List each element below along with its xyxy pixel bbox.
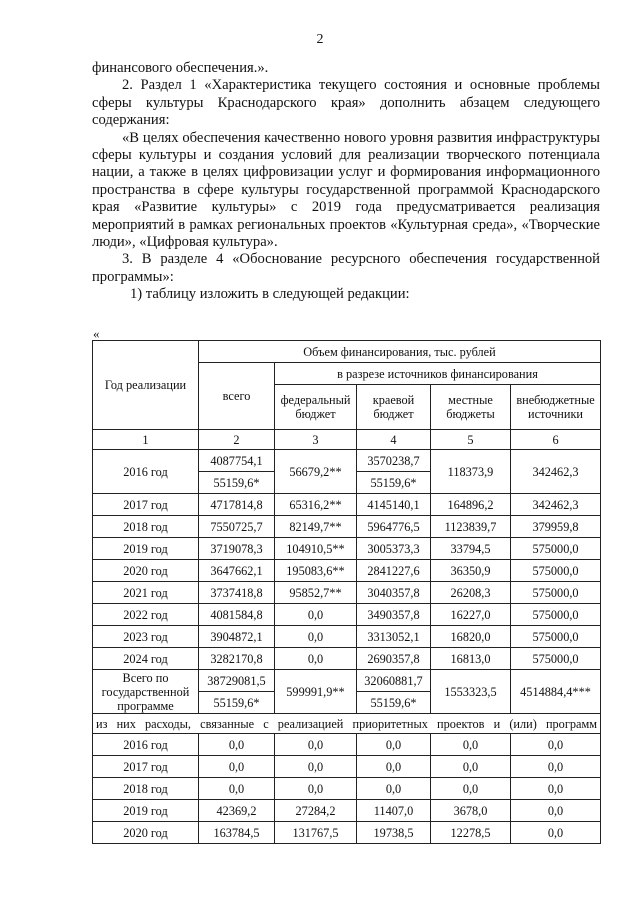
paragraph-ending: финансового обеспечения.».	[92, 60, 269, 76]
cell-regional: 5964776,5	[357, 516, 431, 538]
cell-local: 16813,0	[431, 648, 511, 670]
paragraph-quote: «В целях обеспечения качественно нового уровня развития инфраструктуры сферы культуры и создания условий для реализации творческого потенциала нации, а также в целях цифровизации услуг и формирования информационного пространства в сфере культуры государственной программой Краснодарского края «Развитие культуры» с 2019 года предусматривается реализация мероприятий в рамках региональных проектов «Культурная среда», «Творческие люди», «Цифровая культура».	[92, 129, 600, 251]
total-row-local: 1553323,5	[431, 670, 511, 714]
cell-regional: 2841227,6	[357, 560, 431, 582]
total-row-federal: 599991,9**	[275, 670, 357, 714]
priority-row	[93, 800, 601, 822]
cell-extra: 575000,0	[511, 538, 601, 560]
priority-row	[93, 734, 601, 756]
cell-local: 0,0	[431, 756, 511, 778]
cell-federal: 56679,2**	[275, 450, 357, 494]
cell-local: 16227,0	[431, 604, 511, 626]
table-row	[93, 538, 601, 560]
col-number: 1	[93, 430, 199, 450]
cell-extra: 0,0	[511, 734, 601, 756]
cell-total: 3904872,1	[199, 626, 275, 648]
table-row	[93, 626, 601, 648]
cell-local: 1123839,7	[431, 516, 511, 538]
cell-regional: 3005373,3	[357, 538, 431, 560]
cell-federal: 0,0	[275, 626, 357, 648]
cell-year: 2020 год	[93, 822, 199, 844]
cell-local: 3678,0	[431, 800, 511, 822]
cell-year: 2021 год	[93, 582, 199, 604]
table-row	[93, 560, 601, 582]
header-federal: федеральный бюджет	[275, 385, 357, 430]
cell-year: 2022 год	[93, 604, 199, 626]
cell-federal: 0,0	[275, 648, 357, 670]
cell-federal: 104910,5**	[275, 538, 357, 560]
cell-regional: 2690357,8	[357, 648, 431, 670]
cell-regional: 3490357,8	[357, 604, 431, 626]
total-row-total: 38729081,5	[199, 670, 275, 692]
cell-total-note: 55159,6*	[199, 472, 275, 494]
cell-local: 36350,9	[431, 560, 511, 582]
cell-total: 0,0	[199, 734, 275, 756]
cell-regional: 4145140,1	[357, 494, 431, 516]
table-row	[93, 648, 601, 670]
cell-year: 2020 год	[93, 560, 199, 582]
total-row-label: Всего по государственной программе	[93, 670, 199, 714]
cell-federal: 0,0	[275, 778, 357, 800]
cell-extra: 575000,0	[511, 626, 601, 648]
priority-row	[93, 778, 601, 800]
cell-regional: 19738,5	[357, 822, 431, 844]
cell-regional-note: 55159,6*	[357, 472, 431, 494]
header-total: всего	[199, 363, 275, 430]
cell-regional: 0,0	[357, 756, 431, 778]
cell-federal: 195083,6**	[275, 560, 357, 582]
cell-total: 0,0	[199, 756, 275, 778]
table-row	[93, 494, 601, 516]
cell-year: 2017 год	[93, 494, 199, 516]
header-extra: внебюджетные источники	[511, 385, 601, 430]
cell-local: 0,0	[431, 734, 511, 756]
cell-year: 2018 год	[93, 516, 199, 538]
cell-total: 7550725,7	[199, 516, 275, 538]
cell-regional: 11407,0	[357, 800, 431, 822]
priority-row	[93, 822, 601, 844]
col-number: 4	[357, 430, 431, 450]
cell-total: 163784,5	[199, 822, 275, 844]
cell-total: 3282170,8	[199, 648, 275, 670]
paragraph-table-intro: 1) таблицу изложить в следующей редакции:	[130, 286, 410, 303]
header-year: Год реализации	[93, 341, 199, 430]
row-year: 2016 год	[93, 450, 199, 494]
header-local: местные бюджеты	[431, 385, 511, 430]
cell-extra: 575000,0	[511, 560, 601, 582]
cell-regional: 3040357,8	[357, 582, 431, 604]
cell-extra: 342462,3	[511, 494, 601, 516]
col-number: 3	[275, 430, 357, 450]
cell-year: 2019 год	[93, 800, 199, 822]
cell-total: 0,0	[199, 778, 275, 800]
cell-regional: 0,0	[357, 734, 431, 756]
cell-year: 2023 год	[93, 626, 199, 648]
cell-federal: 0,0	[275, 604, 357, 626]
cell-extra: 575000,0	[511, 604, 601, 626]
cell-federal: 0,0	[275, 734, 357, 756]
cell-extra: 0,0	[511, 756, 601, 778]
cell-total: 3719078,3	[199, 538, 275, 560]
cell-regional: 0,0	[357, 778, 431, 800]
cell-total: 4087754,1	[199, 450, 275, 472]
cell-extra: 575000,0	[511, 582, 601, 604]
col-number: 2	[199, 430, 275, 450]
cell-total: 3737418,8	[199, 582, 275, 604]
cell-federal: 0,0	[275, 756, 357, 778]
paragraph-section-1: 2. Раздел 1 «Характеристика текущего состояния и основные проблемы сферы культуры Краснодарского края» дополнить абзацем следующего содержания:	[92, 77, 600, 129]
header-by-sources: в разрезе источников финансирования	[275, 363, 601, 385]
table-row	[93, 582, 601, 604]
col-number: 5	[431, 430, 511, 450]
quote-open-mark: «	[93, 326, 100, 341]
cell-extra: 0,0	[511, 822, 601, 844]
table-row	[93, 604, 601, 626]
cell-local: 26208,3	[431, 582, 511, 604]
table-row	[93, 516, 601, 538]
col-number: 6	[511, 430, 601, 450]
cell-regional: 3570238,7	[357, 450, 431, 472]
cell-federal: 27284,2	[275, 800, 357, 822]
cell-federal: 95852,7**	[275, 582, 357, 604]
cell-total: 3647662,1	[199, 560, 275, 582]
cell-year: 2016 год	[93, 734, 199, 756]
cell-local: 118373,9	[431, 450, 511, 494]
document-text	[92, 60, 600, 304]
header-regional: краевой бюджет	[357, 385, 431, 430]
paragraph-section-4: 3. В разделе 4 «Обоснование ресурсного обеспечения государственной программы»:	[92, 251, 600, 285]
total-row-regional: 32060881,7	[357, 670, 431, 692]
cell-federal: 65316,2**	[275, 494, 357, 516]
cell-extra: 575000,0	[511, 648, 601, 670]
cell-extra: 0,0	[511, 800, 601, 822]
cell-local: 12278,5	[431, 822, 511, 844]
cell-local: 16820,0	[431, 626, 511, 648]
cell-local: 33794,5	[431, 538, 511, 560]
cell-extra: 0,0	[511, 778, 601, 800]
cell-extra: 379959,8	[511, 516, 601, 538]
subsection-label: из них расходы, связанные с реализацией приоритетных проектов и (или) программ	[93, 714, 601, 734]
cell-federal: 131767,5	[275, 822, 357, 844]
header-volume: Объем финансирования, тыс. рублей	[199, 341, 601, 363]
cell-local: 164896,2	[431, 494, 511, 516]
cell-year: 2024 год	[93, 648, 199, 670]
page-number: 2	[316, 32, 324, 47]
financing-table	[92, 340, 601, 844]
cell-total: 4717814,8	[199, 494, 275, 516]
cell-year: 2018 год	[93, 778, 199, 800]
cell-total: 4081584,8	[199, 604, 275, 626]
cell-federal: 82149,7**	[275, 516, 357, 538]
cell-year: 2019 год	[93, 538, 199, 560]
priority-row	[93, 756, 601, 778]
cell-extra: 342462,3	[511, 450, 601, 494]
total-row-total-note: 55159,6*	[199, 692, 275, 714]
total-row-extra: 4514884,4***	[511, 670, 601, 714]
cell-year: 2017 год	[93, 756, 199, 778]
cell-regional: 3313052,1	[357, 626, 431, 648]
total-row-regional-note: 55159,6*	[357, 692, 431, 714]
cell-total: 42369,2	[199, 800, 275, 822]
cell-local: 0,0	[431, 778, 511, 800]
